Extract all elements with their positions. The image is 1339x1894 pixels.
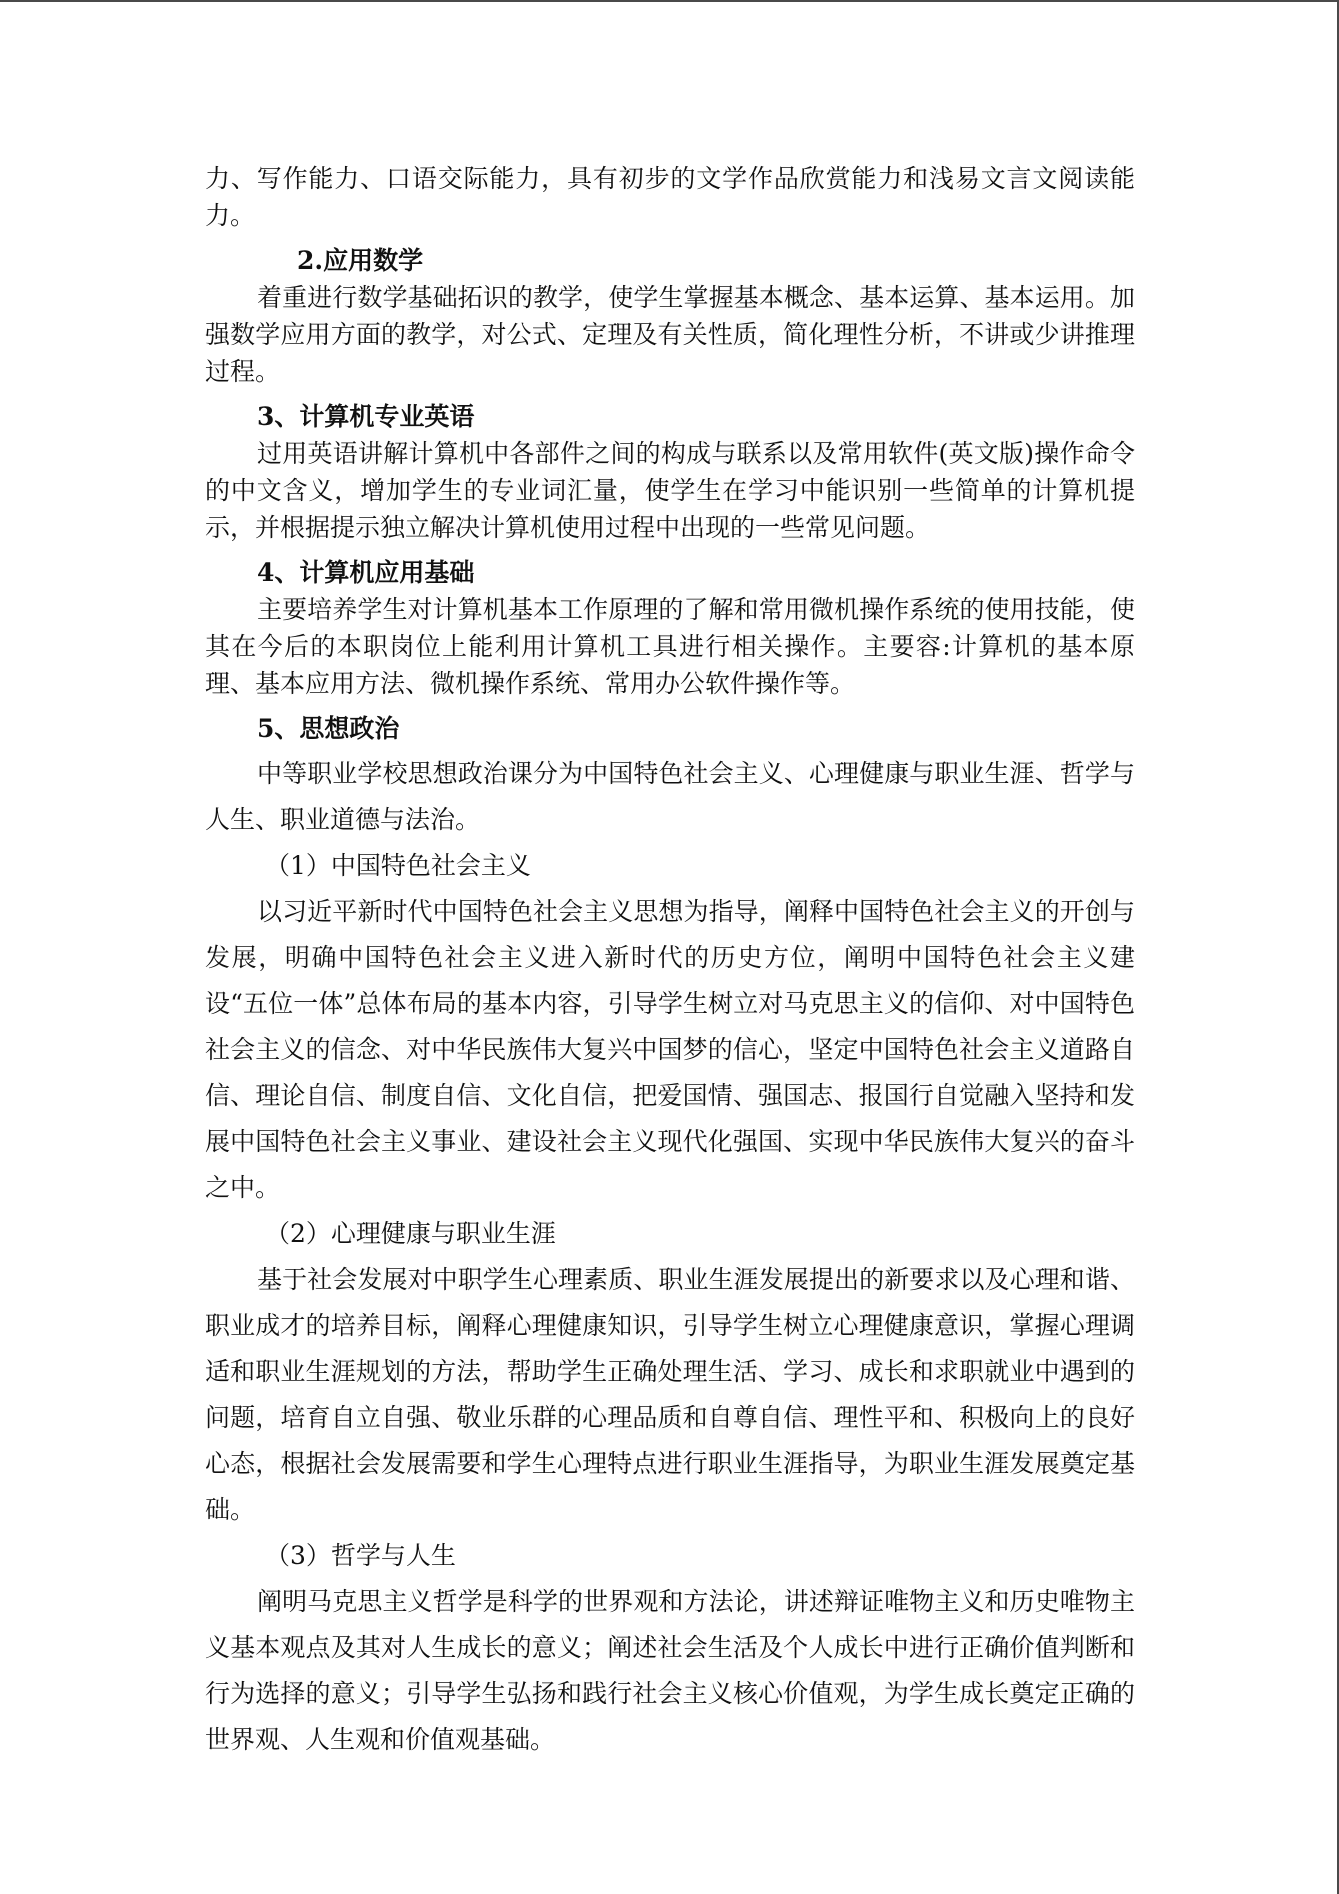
intro-paragraph: 力、写作能力、口语交际能力，具有初步的文学作品欣赏能力和浅易文言文阅读能力。 [205,164,1135,230]
paragraph-philosophy: 阐明马克思主义哲学是科学的世界观和方法论，讲述辩证唯物主义和历史唯物主义基本观点及其对人生成长的意义；阐述社会生活及个人成长中进行正确价值判断和行为选择的意义；引导学生弘扬和践行社会主义核心价值观，为学生成长奠定正确的世界观、人生观和价值观基础。 [205,1587,1135,1754]
heading-computer-english: 3、计算机专业英语 [257,402,475,431]
document-page [205,160,1135,1763]
paragraph-applied-math: 着重进行数学基础拓识的教学，使学生掌握基本概念、基本运算、基本运用。加强数学应用方面的教学，对公式、定理及有关性质，简化理性分析，不讲或少讲推理过程。 [205,283,1135,386]
paragraph-computer-english: 过用英语讲解计算机中各部件之间的构成与联系以及常用软件(英文版)操作命令的中文含义，增加学生的专业词汇量，使学生在学习中能识别一些简单的计算机提示，并根据提示独立解决计算机使用过程中出现的一些常见问题。 [205,439,1135,542]
paragraph-computer-basics: 主要培养学生对计算机基本工作原理的了解和常用微机操作系统的使用技能，使其在今后的本职岗位上能利用计算机工具进行相关操作。主要容:计算机的基本原理、基本应用方法、微机操作系统、常用办公软件操作等。 [205,595,1135,698]
page-top-border [0,0,1339,2]
paragraph-socialism: 以习近平新时代中国特色社会主义思想为指导，阐释中国特色社会主义的开创与发展，明确中国特色社会主义进入新时代的历史方位，阐明中国特色社会主义建设“五位一体”总体布局的基本内容，引导学生树立对马克思主义的信仰、对中国特色社会主义的信念、对中华民族伟大复兴中国梦的信心，坚定中国特色社会主义道路自信、理论自信、制度自信、文化自信，把爱国情、强国志、报国行自觉融入坚持和发展中国特色社会主义事业、建设社会主义现代化强国、实现中华民族伟大复兴的奋斗之中。 [205,897,1135,1202]
subheading-socialism: （1）中国特色社会主义 [265,851,531,880]
heading-computer-basics: 4、计算机应用基础 [257,558,475,587]
subheading-philosophy: （3）哲学与人生 [265,1541,456,1570]
heading-politics: 5、思想政治 [257,714,400,743]
subheading-mental-health: （2）心理健康与职业生涯 [265,1219,556,1248]
heading-applied-math: 2.应用数学 [297,246,424,275]
paragraph-politics: 中等职业学校思想政治课分为中国特色社会主义、心理健康与职业生涯、哲学与人生、职业道德与法治。 [205,759,1135,834]
paragraph-mental-health: 基于社会发展对中职学生心理素质、职业生涯发展提出的新要求以及心理和谐、职业成才的培养目标，阐释心理健康知识，引导学生树立心理健康意识，掌握心理调适和职业生涯规划的方法，帮助学生正确处理生活、学习、成长和求职就业中遇到的问题，培育自立自强、敬业乐群的心理品质和自尊自信、理性平和、积极向上的良好心态，根据社会发展需要和学生心理特点进行职业生涯指导，为职业生涯发展奠定基础。 [205,1265,1135,1524]
